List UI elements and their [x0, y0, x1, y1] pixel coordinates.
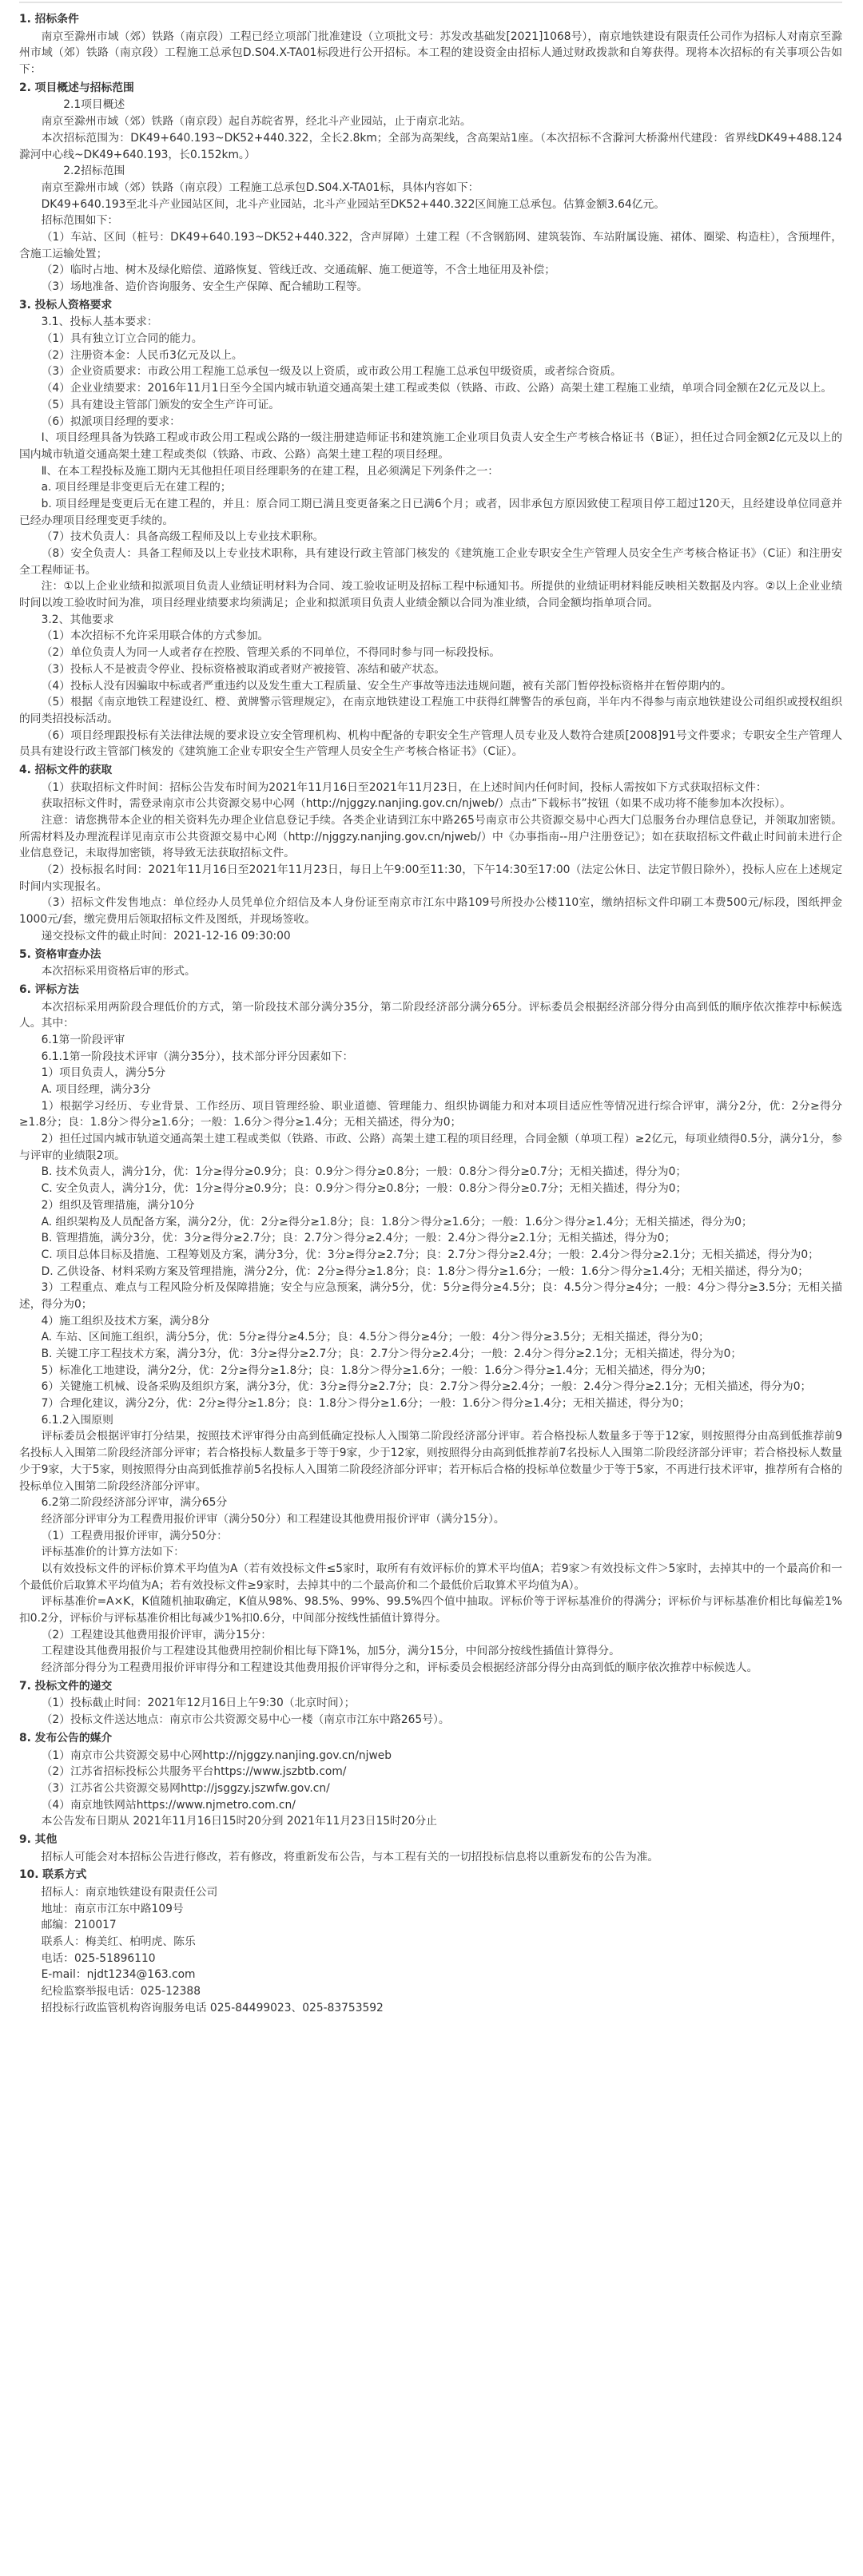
list-item: B. 管理措施，满分3分，优：3分≥得分≥2.7分；良：2.7分＞得分≥2.4分；一般：2.4分＞得分≥2.1分；无相关描述，得分为0；: [41, 1232, 676, 1245]
contact-line: 招投标行政监管机构咨询服务电话 025-84499023、025-83753592: [41, 2001, 384, 2014]
paragraph: 工程建设其他费用报价与工程建设其他费用控制价相比每下降1%，加5分，满分15分，中间部分按线性插值计算得分。: [41, 1645, 620, 1658]
section-10: [19, 1867, 842, 2016]
section-1: [19, 11, 842, 78]
contact-line: 电话：025-51896110: [41, 1951, 156, 1965]
list-item: （8）安全负责人：具备工程师及以上专业技术职称，具有建设行政主管部门核发的《建筑施工企业专职安全生产管理人员安全生产考核合格证书》（C证）和注册安全工程师证书。: [19, 547, 842, 577]
section-5: [19, 947, 842, 980]
list-item: （4）投标人没有因骗取中标或者严重违约以及发生重大工程质量、安全生产事故等违法违规问题，被有关部门暂停投标资格并在暂停期内的。: [41, 679, 732, 693]
list-item: a. 项目经理是非变更后无在建工程的；: [41, 481, 232, 494]
list-item: （3）企业资质要求：市政公用工程施工总承包一级及以上资质，或市政公用工程施工总承包甲级资质，或者综合资质。: [41, 365, 622, 379]
sub-heading: 6.1.1第一阶段技术评审（满分35分），技术部分评分因素如下：: [41, 1050, 354, 1063]
list-item: Ⅱ、在本工程投标及施工期内无其他担任项目经理职务的在建工程，且必须满足下列条件之一：: [41, 464, 499, 478]
section-title: 7. 投标文件的递交: [19, 1679, 113, 1693]
list-item: （2）投标文件送达地点：南京市公共资源交易中心一楼（南京市江东中路265号）。: [41, 1713, 450, 1727]
paragraph: 本次招标范围为：DK49+640.193~DK52+440.322，全长2.8km；全部为高架线，含高架站1座。（本次招标不含滁河大桥滁州代建段：省界线DK49+488.124滁河中心线~DK49+640.193，长0.152km。）: [19, 131, 842, 161]
list-item: 以有效投标文件的评标价算术平均值为A（若有效投标文件≤5家时，取所有有效评标价的算术平均值A；若9家＞有效投标文件＞5家时，去掉其中的一个最高价和一个最低价后取算术平均值为A；若有效投标文件≥9家时，去掉其中的二个最高价和二个最低价后取算术平均值为A）。: [19, 1562, 842, 1592]
paragraph: 南京至滁州市域（郊）铁路（南京段）工程施工总承包D.S04.X-TA01标，具体内容如下：: [41, 181, 479, 194]
list-item: （2）注册资本金：人民币3亿元及以上。: [41, 348, 243, 362]
list-item: D. 乙供设备、材料采购方案及管理措施，满分2分，优：2分≥得分≥1.8分；良：1.8分＞得分≥1.6分；一般：1.6分＞得分≥1.4分；无相关描述，得分为0；: [41, 1264, 809, 1278]
section-6: [19, 982, 842, 1677]
media-link[interactable]: （2）江苏省招标投标公共服务平台https://www.jszbtb.com/: [41, 1765, 347, 1779]
section-title: 10. 联系方式: [19, 1868, 87, 1882]
list-item: 7）合理化建议，满分2分，优：2分≥得分≥1.8分；良：1.8分＞得分≥1.6分；一般：1.6分＞得分≥1.4分；无相关描述，得分为0；: [41, 1397, 690, 1411]
contact-line: 邮编：210017: [41, 1919, 117, 1932]
list-item: （5）根据《南京地铁工程建设红、橙、黄牌警示管理规定》，在南京地铁建设工程施工中获得红牌警告的承包商，半年内不得参与南京地铁建设公司组织或授权组织的同类招投标活动。: [19, 696, 842, 725]
list-item: （1）本次招标不允许采用联合体的方式参加。: [41, 629, 269, 643]
deadline-text: 递交投标文件的截止时间：2021-12-16 09:30:00: [41, 929, 291, 943]
paragraph: 评标基准价=A×K，K值随机抽取确定，K值从98%、98.5%、99%、99.5%四个值中抽取。评标价等于评标基准价的得满分；评标价与评标基准价相比每偏差1%扣0.2分，评标价与评标基准价相比每减少1%扣0.6分，中间部分按线性插值计算得分。: [19, 1595, 842, 1625]
list-item: 2）担任过国内城市轨道交通高架土建工程或类似（铁路、市政、公路）高架土建工程的项目经理，合同金额（单项工程）≥2亿元，每项业绩得0.5分，满分1分，参与评审的业绩限2项。: [19, 1133, 842, 1162]
sub-heading: 3.2、其他要求: [41, 613, 114, 626]
media-link[interactable]: （4）南京地铁网站https://www.njmetro.com.cn/: [41, 1798, 296, 1812]
paragraph: 本次招标采用资格后审的形式。: [41, 965, 196, 978]
list-item: （7）技术负责人：具备高级工程师及以上专业技术职称。: [41, 530, 324, 544]
list-item: （6）拟派项目经理的要求：: [41, 415, 181, 428]
list-item: （6）项目经理跟投标有关法律法规的要求设立安全管理机构、机构中配备的专职安全生产管理人员专业及人数符合建质[2008]91号文件要求；专职安全生产管理人员具有建设行政主管部门核发的《建筑施工企业专职安全生产管理人员安全生产考核合格证书》（C证）。: [19, 728, 842, 759]
list-item: 1）项目负责人，满分5分: [41, 1066, 166, 1080]
list-item: （2）投标报名时间：2021年11月16日至2021年11月23日，每日上午9:00至11:30，下午14:30至17:00（法定公休日、法定节假日除外），投标人应在上述规定时间内实现报名。: [19, 863, 842, 893]
section-title: 4. 招标文件的获取: [19, 763, 113, 776]
list-item: 2）组织及管理措施，满分10分: [41, 1198, 195, 1212]
note: 注：①以上企业业绩和拟派项目负责人业绩证明材料为合同、竣工验收证明及招标工程中标通知书。所提供的业绩证明材料能反映相关数据及内容。②以上企业业绩时间以竣工验收时间为准，项目经理业绩要求均须满足；企业和拟派项目负责人业绩金额以合同为准业绩，合同金额均指单项合同。: [19, 580, 842, 610]
list-item: 3）工程重点、难点与工程风险分析及保障措施；安全与应急预案，满分5分，优：5分≥得分≥4.5分；良：4.5分＞得分≥4分；一般：4分＞得分≥3.5分；无相关描述，得分为0；: [19, 1281, 842, 1311]
section-4: [19, 762, 842, 945]
list-item: （1）具有独立订立合同的能力。: [41, 332, 203, 346]
section-8: [19, 1730, 842, 1830]
section-title: 1. 招标条件: [19, 13, 79, 26]
list-item: 评标委员会根据评审打分结果，按照技术评审得分由高到低确定投标人入围第二阶段经济部分评审。若合格投标人数量多于等于12家，则按照得分由高到低推荐前9名投标人入围第二阶段经济部分评审；若合格投标人数量多于等于9家，少于12家，则按照得分由高到低推荐前7名投标人入围第二阶段经济部分评审；若合格投标人数量少于9家，大于5家，则按照得分由高到低推荐前5名投标人入围第二阶段经济部分评审；若开标后合格的投标单位数量少于等于5家，不再进行技术评审，推荐所有合格的投标单位入围第二阶段经济部分评审。: [19, 1430, 842, 1493]
paragraph: 招标范围如下：: [41, 214, 119, 228]
list-item: B. 技术负责人，满分1分，优：1分≥得分≥0.9分；良：0.9分＞得分≥0.8分；一般：0.8分＞得分≥0.7分；无相关描述，得分为0；: [41, 1165, 687, 1179]
list-item: 1）根据学习经历、专业背景、工作经历、项目管理经验、职业道德、管理能力、组织协调能力和对本项目适应性等情况进行综合评审，满分2分，优：2分≥得分≥1.8分；良：1.8分＞得分≥1.6分；一般：1.6分＞得分≥1.4分；无相关描述，得分为0；: [19, 1099, 842, 1129]
paragraph: 本次招标采用两阶段合理低价的方式，第一阶段技术部分满分35分，第二阶段经济部分满分65分。评标委员会根据经济部分得分由高到低的顺序依次推荐中标候选人。其中：: [19, 1000, 842, 1030]
list-item: B. 关键工序工程技术方案，满分3分，优：3分≥得分≥2.7分；良：2.7分＞得分≥2.4分；一般：2.4分＞得分≥2.1分；无相关描述，得分为0；: [41, 1348, 742, 1360]
section-9: [19, 1832, 842, 1865]
paragraph: 注意：请您携带本企业的相关资料先办理企业信息登记手续。各类企业请到江东中路265号南京市公共资源交易中心西大门总服务台办理信息登记，并领取加密锁。所需材料及办理流程详见南京市公共资源交易中心网（http://njggzy.nanjing.gov.cn/njweb/）中《办事指南--用户注册登记》；如在获取招标文件截止时间前未进行企业信息登记，未取得加密锁，将导致无法获取招标文件。: [19, 814, 842, 860]
paragraph: 招标人可能会对本招标公告进行修改，若有修改，将重新发布公告，与本工程有关的一切招投标信息将以重新发布的公告为准。: [41, 1850, 659, 1864]
list-item: A. 车站、区间施工组织，满分5分，优：5分≥得分≥4.5分；良：4.5分＞得分≥4分；一般：4分＞得分≥3.5分；无相关描述，得分为0；: [41, 1331, 710, 1344]
paragraph: 获取招标文件时，需登录南京市公共资源交易中心网（http://njggzy.nanjing.gov.cn/njweb/）点击“下载标书”按钮（如果不成功将不能参加本次投标）。: [41, 797, 791, 811]
paragraph: DK49+640.193至北斗产业园站区间，北斗产业园站，北斗产业园站至DK52+440.322区间施工总承包。估算金额3.64亿元。: [41, 197, 666, 211]
section-title: 5. 资格审查办法: [19, 947, 101, 961]
paragraph: 评标基准价的计算方法如下：: [41, 1546, 185, 1559]
list-item: （5）具有建设主管部门颁发的安全生产许可证。: [41, 398, 280, 411]
media-link[interactable]: （3）江苏省公共资源交易网http://jsggzy.jszwfw.gov.cn/: [41, 1781, 330, 1795]
list-item: （1）投标截止时间：2021年12月16日上午9:30（北京时间）；: [41, 1697, 356, 1710]
section-3: [19, 297, 842, 760]
list-item: Ⅰ、项目经理具备为铁路工程或市政公用工程或公路的一级注册建造师证书和建筑施工企业项目负责人安全生产考核合格证书（B证），担任过合同金额2亿元及以上的国内城市轨道交通高架土建工程或类似（铁路、市政、公路）高架土建工程的项目经理。: [19, 431, 842, 461]
section-title: 9. 其他: [19, 1832, 58, 1846]
section-title: 8. 发布公告的媒介: [19, 1731, 113, 1744]
contact-line: 招标人：南京地铁建设有限责任公司: [41, 1886, 218, 1899]
sub-heading: （1）工程费用报价评审，满分50分：: [41, 1529, 228, 1542]
list-item: C. 安全负责人，满分1分，优：1分≥得分≥0.9分；良：0.9分＞得分≥0.8分；一般：0.8分＞得分≥0.7分；无相关描述，得分为0；: [41, 1182, 687, 1196]
list-item: 5）标准化工地建设，满分2分，优：2分≥得分≥1.8分；良：1.8分＞得分≥1.6分；一般：1.6分＞得分≥1.4分；无相关描述，得分为0；: [41, 1363, 713, 1377]
paragraph: （2）工程建设其他费用报价评审，满分15分：: [41, 1628, 272, 1641]
paragraph: 经济部分评审分为工程费用报价评审（满分50分）和工程建设其他费用报价评审（满分15分）。: [41, 1512, 505, 1526]
section-title: 2. 项目概述与招标范围: [19, 81, 134, 94]
sub-heading: 6.2第二阶段经济部分评审，满分65分: [41, 1496, 228, 1510]
list-item: A. 组织架构及人员配备方案，满分2分，优：2分≥得分≥1.8分；良：1.8分＞得分≥1.6分；一般：1.6分＞得分≥1.4分；无相关描述，得分为0；: [41, 1215, 753, 1228]
list-item: （2）临时占地、树木及绿化赔偿、道路恢复、管线迁改、交通疏解、施工便道等，不含土地征用及补偿；: [41, 264, 556, 277]
section-7: [19, 1678, 842, 1729]
sub-heading: 2.1项目概述: [63, 98, 125, 112]
list-item: （3）招标文件发售地点：单位经办人员凭单位介绍信及本人身份证至南京市江东中路109号所投办公楼110室，缴纳招标文件印刷工本费500元/标段，图纸押金1000元/套，缴完费用后领取招标文件及图纸，并现场签收。: [19, 896, 842, 927]
list-item: （2）单位负责人为同一人或者存在控股、管理关系的不同单位，不得同时参与同一标段投标。: [41, 646, 501, 660]
list-item: （1）车站、区间（桩号：DK49+640.193~DK52+440.322，含声屏障）土建工程（不含钢筋网、建筑装饰、车站附属设施、裙体、圈梁、构造柱），含预埋件，含施工运输处置；: [19, 230, 842, 260]
paragraph: 南京至滁州市域（郊）铁路（南京段）起自苏皖省界，经北斗产业园站，止于南京北站。: [41, 115, 471, 129]
list-item: 经济部分得分为工程费用报价评审得分和工程建设其他费用报价评审得分之和，评标委员会根据经济部分得分由高到低的顺序依次推荐中标候选人。: [41, 1661, 758, 1675]
top-divider: [19, 2, 842, 10]
contact-line: 纪检监察举报电话：025-12388: [41, 1985, 201, 1998]
section-title: 3. 投标人资格要求: [19, 298, 113, 312]
list-item: 6.1.2入围原则: [41, 1413, 113, 1427]
contact-line: 联系人：梅美红、柏明虎、陈乐: [41, 1935, 196, 1949]
list-item: b. 项目经理是变更后无在建工程的，并且：原合同工期已满且变更备案之日已满6个月；或者，因非承包方原因致使工程项目停工超过120天，且经建设单位同意并已经办理项目经理变更手续的。: [19, 497, 842, 527]
sub-heading: 3.1、投标人基本要求：: [41, 316, 158, 329]
media-link[interactable]: （1）南京市公共资源交易中心网http://njggzy.nanjing.gov.cn/njweb: [41, 1748, 392, 1762]
list-item: （4）企业业绩要求：2016年11月1日至今全国内城市轨道交通高架土建工程或类似（铁路、市政、公路）高架土建工程施工业绩，单项合同金额在2亿元及以上。: [41, 382, 833, 395]
publish-period: 本公告发布日期从 2021年11月16日15时20分到 2021年11月23日15时20分止: [41, 1815, 437, 1828]
list-item: （1）获取招标文件时间：招标公告发布时间为2021年11月16日至2021年11月23日，在上述时间内任何时间，投标人需按如下方式获取招标文件：: [41, 780, 767, 794]
section-2: [19, 80, 842, 296]
section-title: 6. 评标方法: [19, 982, 79, 996]
sub-heading: 6.1第一阶段评审: [41, 1033, 125, 1046]
list-item: 4）施工组织及技术方案，满分8分: [41, 1314, 210, 1328]
list-item: A. 项目经理，满分3分: [41, 1083, 151, 1096]
list-item: 6）关键施工机械、设备采购及组织方案，满分3分，优：3分≥得分≥2.7分；良：2.7分＞得分≥2.4分；一般：2.4分＞得分≥2.1分；无相关描述，得分为0；: [41, 1380, 812, 1394]
paragraph: 南京至滁州市域（郊）铁路（南京段）工程已经立项部门批准建设（立项批文号：苏发改基础发[2021]1068号），南京地铁建设有限责任公司作为招标人对南京至滁州市域（郊）铁路（南京段）工程施工总承包D.S04.X-TA01标段进行公开招标。本工程的建设资金由招标人通过财政拨款和自筹获得。现将本次招标的有关事项公告如下：: [19, 30, 842, 77]
contact-line: 地址：南京市江东中路109号: [41, 1902, 184, 1915]
list-item: （3）场地准备、造价咨询服务、安全生产保障、配合辅助工程等。: [41, 280, 368, 293]
list-item: C. 项目总体目标及措施、工程筹划及方案，满分3分，优：3分≥得分≥2.7分；良：2.7分＞得分≥2.4分；一般：2.4分＞得分≥2.1分；无相关描述，得分为0；: [41, 1248, 819, 1261]
sub-heading: 2.2招标范围: [63, 165, 125, 178]
contact-email[interactable]: E-mail：njdt1234@163.com: [41, 1968, 196, 1982]
list-item: （3）投标人不是被责令停业、投标资格被取消或者财产被接管、冻结和破产状态。: [41, 662, 446, 676]
